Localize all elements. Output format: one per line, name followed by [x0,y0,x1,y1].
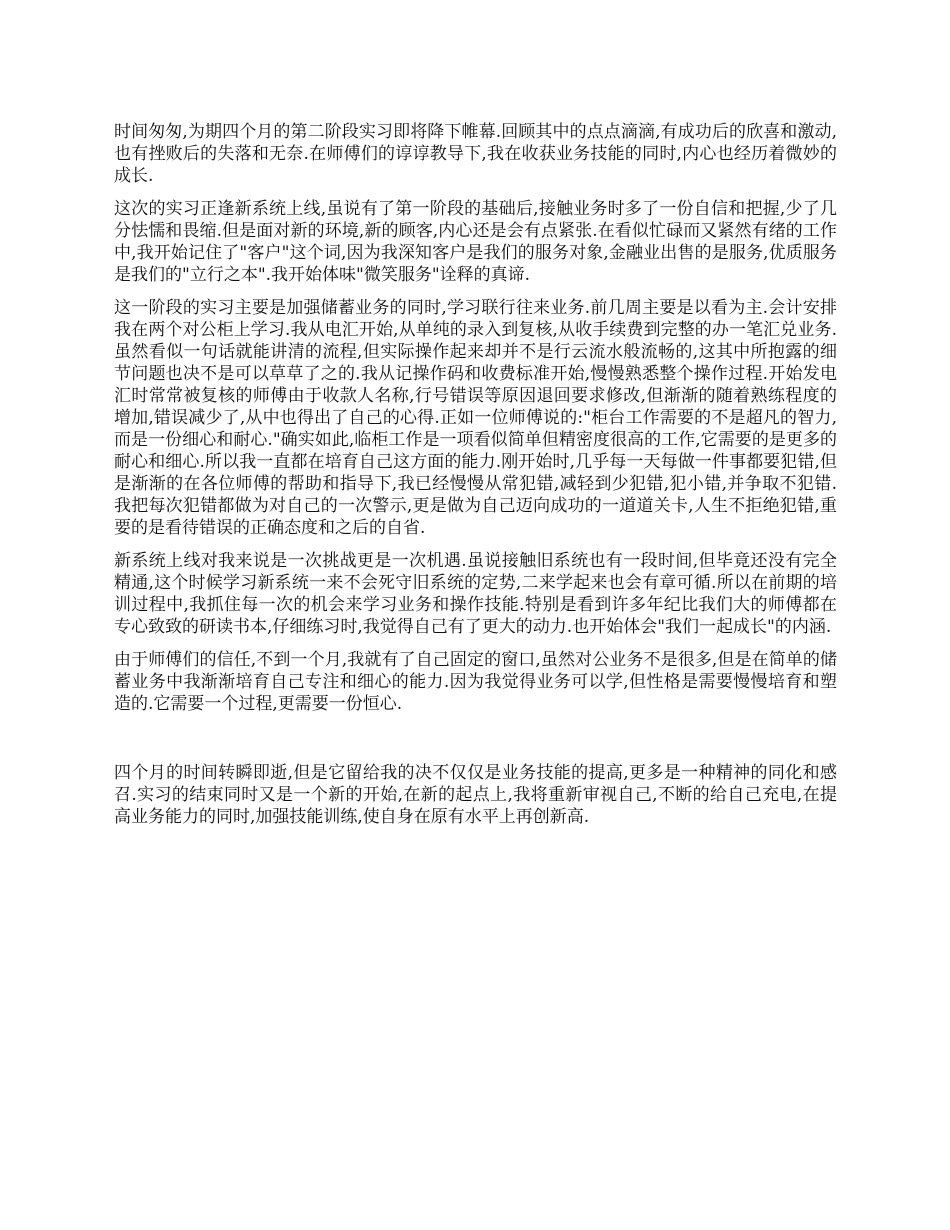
paragraph-learning-process: 这一阶段的实习主要是加强储蓄业务的同时,学习联行往来业务.前几周主要是以看为主.会计安排我在两个对公柜上学习.我从电汇开始,从单纯的录入到复核,从收手续费到完整的办一笔汇兑业务.虽然看似一句话就能讲清的流程,但实际操作起来却并不是行云流水般流畅的,这其中所抱露的细节问题也决不是可以草草了之的.我从记操作码和收费标准开始,慢慢熟悉整个操作过程.开始发电汇时常常被复核的师傅由于收款人名称,行号错误等原因退回要求修改,但渐渐的随着熟练程度的增加,错误减少了,从中也得出了自己的心得.正如一位师傅说的:"柜台工作需要的不是超凡的智力,而是一份细心和耐心."确实如此,临柜工作是一项看似简单但精密度很高的工作,它需要的是更多的耐心和细心.所以我一直都在培育自己这方面的能力.刚开始时,几乎每一天每做一件事都要犯错,但是渐渐的在各位师傅的帮助和指导下,我已经慢慢从常犯错,减轻到少犯错,犯小错,并争取不犯错.我把每次犯错都做为对自己的一次警示,更是做为自己迈向成功的一道道关卡,人生不拒绝犯错,重要的是看待错误的正确态度和之后的自省. [114,298,837,538]
paragraph-own-window: 由于师傅们的信任,不到一个月,我就有了自己固定的窗口,虽然对公业务不是很多,但是在简单的储蓄业务中我渐渐培育自己专注和细心的能力.因为我觉得业务可以学,但性格是需要慢慢培育和塑造的.它需要一个过程,更需要一份恒心. [114,650,837,714]
paragraph-conclusion: 四个月的时间转瞬即逝,但是它留给我的决不仅仅是业务技能的提高,更多是一种精神的同化和感召.实习的结束同时又是一个新的开始,在新的起点上,我将重新审视自己,不断的给自己充电,在提高业务能力的同时,加强技能训练,使自身在原有水平上再创新高. [114,763,837,827]
paragraph-intro: 时间匆匆,为期四个月的第二阶段实习即将降下帷幕.回顾其中的点点滴滴,有成功后的欣喜和激动,也有挫败后的失落和无奈.在师傅们的谆谆教导下,我在收获业务技能的同时,内心也经历着微妙的成长. [114,122,837,186]
document-body [114,121,837,839]
paragraph-challenge: 新系统上线对我来说是一次挑战更是一次机遇.虽说接触旧系统也有一段时间,但毕竟还没有完全精通,这个时候学习新系统一来不会死守旧系统的定势,二来学起来也会有章可循.所以在前期的培训过程中,我抓住每一次的机会来学习业务和操作技能.特别是看到许多年纪比我们大的师傅都在专心致致的研读书本,仔细练习时,我觉得自己有了更大的动力.也开始体会"我们一起成长"的内涵. [114,551,837,637]
paragraph-new-system: 这次的实习正逢新系统上线,虽说有了第一阶段的基础后,接触业务时多了一份自信和把握,少了几分怯懦和畏缩.但是面对新的环境,新的顾客,内心还是会有点紧张.在看似忙碌而又紧然有绪的工作中,我开始记住了"客户"这个词,因为我深知客户是我们的服务对象,金融业出售的是服务,优质服务是我们的"立行之本".我开始体味"微笑服务"诠释的真谛. [114,199,837,285]
